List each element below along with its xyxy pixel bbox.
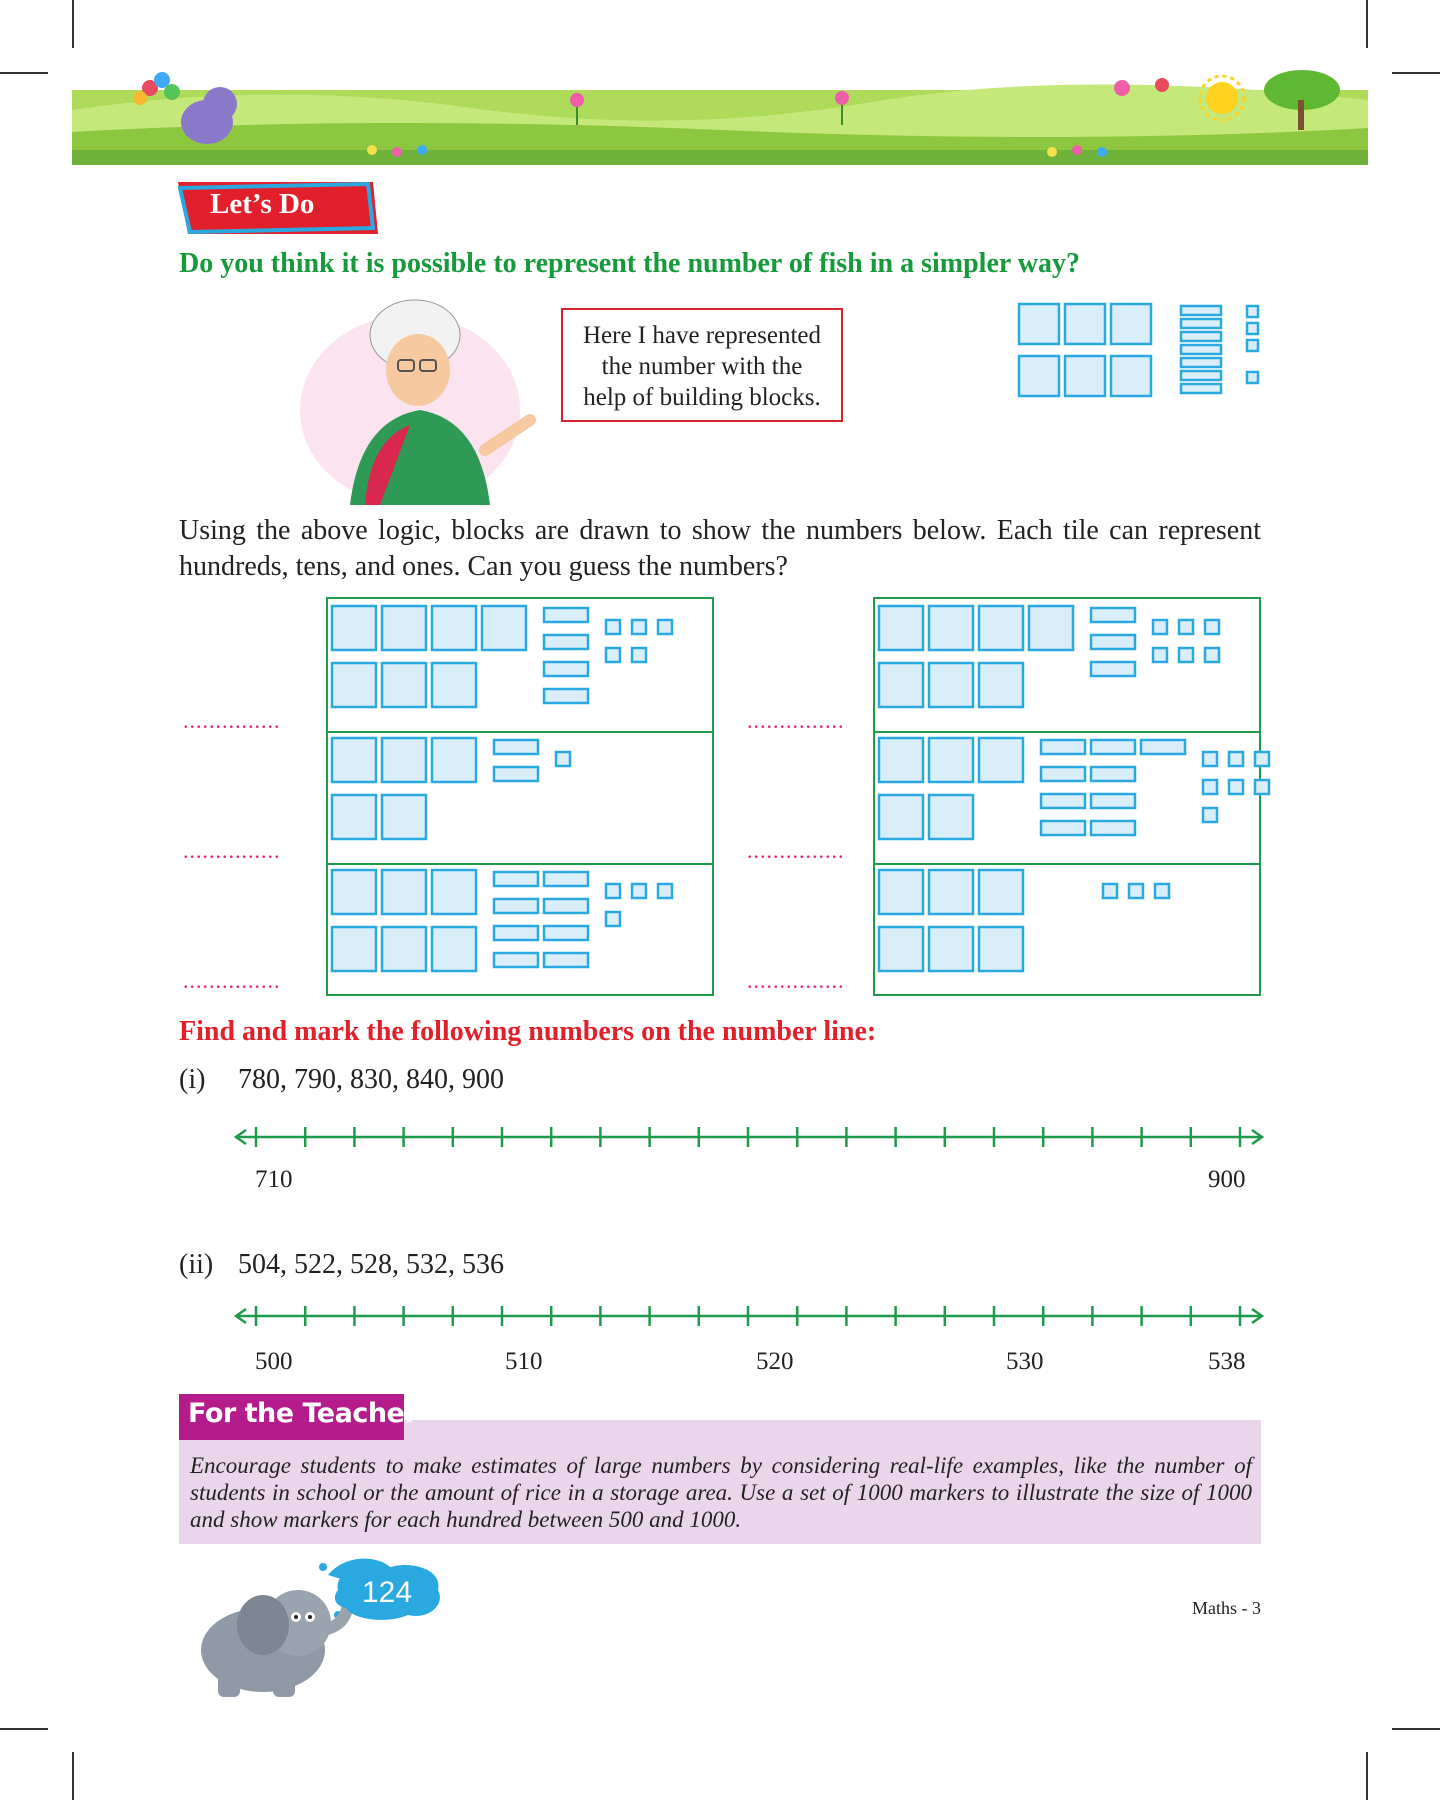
- ten-block: [1181, 332, 1221, 341]
- page-number: 124: [362, 1576, 413, 1609]
- block-panel-left: [326, 597, 714, 996]
- item-label: (i): [179, 1064, 206, 1095]
- row-divider: [875, 863, 1259, 865]
- answer-blank[interactable]: ...............: [183, 838, 281, 863]
- one-block: [1247, 323, 1258, 334]
- number-line-start-label: 710: [255, 1166, 293, 1193]
- number-line-heading: Find and mark the following numbers on the number line:: [179, 1016, 877, 1047]
- ten-block: [1181, 371, 1221, 380]
- answer-blank[interactable]: ...............: [747, 708, 845, 733]
- block-panel-right: [873, 597, 1261, 996]
- item-numbers: 780, 790, 830, 840, 900: [238, 1064, 504, 1095]
- row-divider: [328, 731, 712, 733]
- crop-mark: [72, 1752, 74, 1800]
- instruction-paragraph: Using the above logic, blocks are drawn to show the numbers below. Each tile can represent hundreds, tens, and ones. Can you guess the numbers?: [179, 515, 1261, 582]
- one-block: [1247, 372, 1258, 383]
- number-line-2[interactable]: [230, 1299, 1270, 1333]
- row-divider: [328, 863, 712, 865]
- grandmother-illustration: [300, 290, 540, 505]
- tick-label: 538: [1208, 1348, 1246, 1375]
- ten-block: [1181, 306, 1221, 315]
- ten-block: [1181, 384, 1221, 393]
- answer-blank[interactable]: ...............: [183, 708, 281, 733]
- speech-line: the number with the: [601, 353, 803, 380]
- row-divider: [875, 731, 1259, 733]
- example-blocks: [1015, 300, 1265, 405]
- teacher-title: For the Teacher: [188, 1398, 418, 1429]
- lets-do-label: Let’s Do: [210, 188, 315, 220]
- hundred-block: [1111, 356, 1151, 396]
- item-numbers: 504, 522, 528, 532, 536: [238, 1249, 504, 1280]
- speech-box: [561, 308, 843, 422]
- tick-label: 520: [756, 1348, 794, 1375]
- header-banner-illustration: [72, 70, 1368, 165]
- one-block: [1247, 306, 1258, 317]
- crop-mark: [1366, 1752, 1368, 1800]
- number-line-1[interactable]: [230, 1120, 1270, 1154]
- one-block: [1247, 340, 1258, 351]
- crop-mark: [1366, 0, 1368, 48]
- speech-line: Here I have represented: [582, 322, 822, 349]
- answer-blank[interactable]: ...............: [747, 968, 845, 993]
- footer-subject: Maths - 3: [1192, 1598, 1261, 1618]
- number-line-end-label: 900: [1208, 1166, 1246, 1193]
- sun-icon: [1200, 76, 1244, 120]
- ten-block: [1181, 358, 1221, 367]
- crop-mark: [0, 1728, 48, 1730]
- hundred-block: [1019, 304, 1059, 344]
- ten-block: [1181, 319, 1221, 328]
- tick-label: 530: [1006, 1348, 1044, 1375]
- answer-blank[interactable]: ...............: [183, 968, 281, 993]
- crop-mark: [0, 72, 48, 74]
- teacher-text: Encourage students to make estimates of large numbers by considering real-life examples, like the number of students in school or the amount of rice in a storage area. Use a set of 1000 markers to illustrate the size of 1000 and show markers for each hundred between 500 and 1000.: [190, 1453, 1252, 1532]
- ten-block: [1181, 345, 1221, 354]
- hundred-block: [1019, 356, 1059, 396]
- tick-label: 500: [255, 1348, 293, 1375]
- hundred-block: [1065, 304, 1105, 344]
- crop-mark: [1392, 72, 1440, 74]
- question-heading: Do you think it is possible to represent the number of fish in a simpler way?: [179, 248, 1081, 279]
- crop-mark: [72, 0, 74, 48]
- item-label: (ii): [179, 1249, 214, 1280]
- hundred-block: [1065, 356, 1105, 396]
- speech-line: help of building blocks.: [583, 384, 821, 411]
- hundred-block: [1111, 304, 1151, 344]
- tick-label: 510: [505, 1348, 543, 1375]
- crop-mark: [1392, 1728, 1440, 1730]
- answer-blank[interactable]: ...............: [747, 838, 845, 863]
